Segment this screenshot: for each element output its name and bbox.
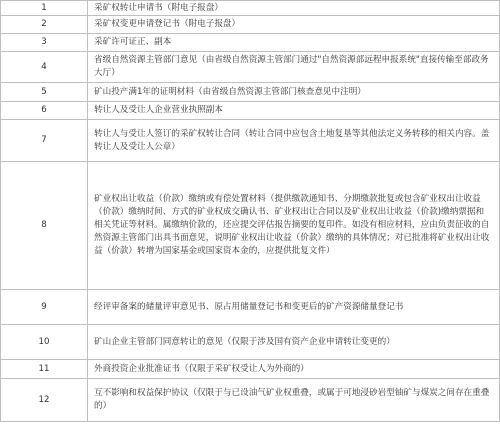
table-row bbox=[1, 16, 500, 34]
row-text: 外商投资企业批准证书（仅限于采矿权受让人为外商的） bbox=[88, 360, 500, 379]
table-row bbox=[1, 379, 500, 422]
row-number: 11 bbox=[1, 360, 88, 379]
table-row bbox=[1, 34, 500, 52]
row-text: 采矿权变更申请登记书（附电子报盘） bbox=[88, 16, 500, 34]
row-number: 10 bbox=[1, 325, 88, 360]
row-number: 9 bbox=[1, 290, 88, 325]
table-row bbox=[1, 290, 500, 325]
row-text: 矿山企业主管部门同意转让的意见（仅限于涉及国有资产企业申请转让变更的） bbox=[88, 325, 500, 360]
row-text: 转让人与受让人签订的采矿权转让合同（转让合同中应包含土地复垦等其他法定义务转移的相关内容。盖转让人及受让人公章） bbox=[88, 120, 500, 162]
row-number: 5 bbox=[1, 83, 88, 102]
row-number: 12 bbox=[1, 379, 88, 422]
row-text: 互不影响和权益保护协议（仅限于与已设油气矿业权重叠，或属于可地浸砂岩型铀矿与煤炭之间存在重叠的） bbox=[88, 379, 500, 422]
table-row bbox=[1, 102, 500, 120]
table-row bbox=[1, 162, 500, 290]
table-row bbox=[1, 1, 500, 16]
row-number: 7 bbox=[1, 120, 88, 162]
row-text: 矿业权出让收益（价款）缴纳或有偿处置材料（提供缴款通知书、分期缴款批复或包含矿业权出让收益（价款）缴纳时间、方式的矿业权成交确认书、矿业权出让合同以及矿业权出让收益（价款)缴纳票据和相关凭证等材料。属缴纳价款的，还应提交评估报告摘要的复印件。如没有相应材料，应由负责征收的自然资源主管部门出具书面意见，说明矿业权出让收益（价款）缴纳的具体情况；对已批准将矿业权出让收益（价款）转增为国家基金或国家资本金的，应提供批复文件） bbox=[88, 162, 500, 290]
row-number: 8 bbox=[1, 162, 88, 290]
table-row bbox=[1, 360, 500, 379]
row-text: 矿山投产满1年的证明材料（由省级自然资源主管部门核查意见中注明） bbox=[88, 83, 500, 102]
table-row bbox=[1, 83, 500, 102]
row-number: 3 bbox=[1, 34, 88, 52]
row-text: 采矿权转让申请书（附电子报盘） bbox=[88, 1, 500, 16]
row-number: 2 bbox=[1, 16, 88, 34]
table-row bbox=[1, 120, 500, 162]
row-text: 省级自然资源主管部门意见（由省级自然资源主管部门通过"自然资源部远程申报系统"直接传输至部政务大厅） bbox=[88, 52, 500, 83]
row-number: 1 bbox=[1, 1, 88, 16]
table-row bbox=[1, 325, 500, 360]
row-text: 转让人及受让人企业营业执照副本 bbox=[88, 102, 500, 120]
table-row bbox=[1, 52, 500, 83]
row-text: 采矿许可证正、副本 bbox=[88, 34, 500, 52]
row-number: 4 bbox=[1, 52, 88, 83]
row-text: 经评审备案的储量评审意见书、原占用储量登记书和变更后的矿产资源储量登记书 bbox=[88, 290, 500, 325]
row-number: 6 bbox=[1, 102, 88, 120]
